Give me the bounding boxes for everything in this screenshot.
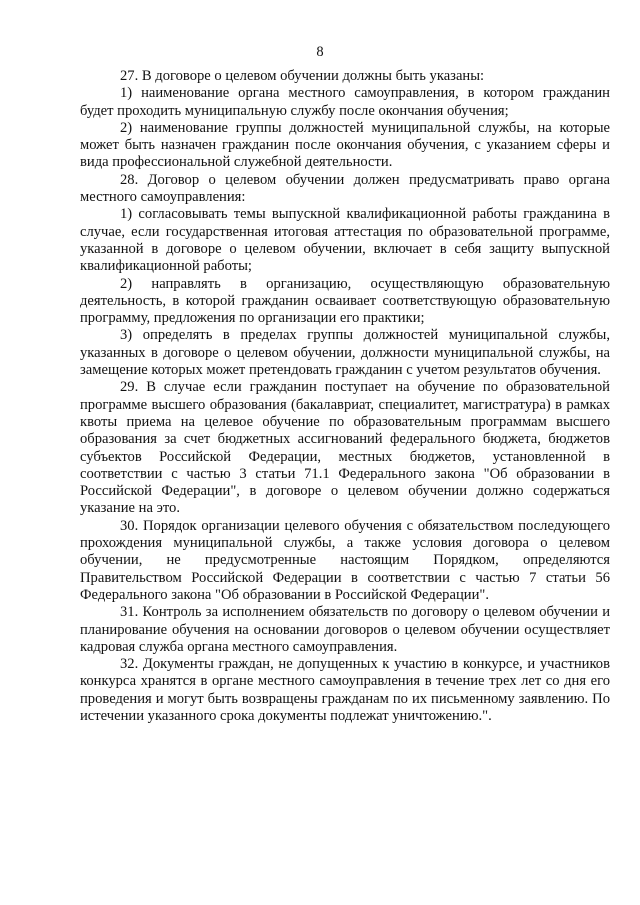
paragraph-27-item-2: 2) наименование группы должностей муниципальной службы, на которые может быть назначен гражданин после окончания обучения, с указанием сферы и вида профессиональной служебной деятельности. xyxy=(80,119,610,171)
paragraph-28-item-2: 2) направлять в организацию, осуществляющую образовательную деятельность, в которой гражданин осваивает соответствующую образовательную программу, предложения по организации его практики; xyxy=(80,275,610,327)
paragraph-28-item-1: 1) согласовывать темы выпускной квалификационной работы гражданина в случае, если государственная итоговая аттестация по образовательной программе, указанной в договоре о целевом обучении, включает в себя защиту выпускной квалификационной работы; xyxy=(80,206,610,275)
paragraph-31: 31. Контроль за исполнением обязательств по договору о целевом обучении и планирование обучения на основании договоров о целевом обучении осуществляет кадровая служба органа местного самоуправления. xyxy=(80,604,610,655)
paragraph-28-heading: 28. Договор о целевом обучении должен предусматривать право органа местного самоуправления: xyxy=(80,171,610,206)
paragraph-30: 30. Порядок организации целевого обучения с обязательством последующего прохождения муниципальной службы, а также условия договора о целевом обучении, не предусмотренные настоящим Порядком, определяются Правительством Российской Федерации в соответствии с частью 7 статьи 56 Федерального закона "Об образовании в Российской Федерации". xyxy=(80,517,610,603)
document-body xyxy=(80,68,610,725)
page-number: 8 xyxy=(316,44,324,60)
paragraph-28-item-3: 3) определять в пределах группы должностей муниципальной службы, указанных в договоре о целевом обучении, должности муниципальной службы, на замещение которых может претендовать гражданин с учетом результатов обучения. xyxy=(80,327,610,379)
paragraph-29: 29. В случае если гражданин поступает на обучение по образовательной программе высшего образования (бакалавриат, специалитет, магистратура) в рамках квоты приема на целевое обучение по образовательным программам высшего образования за счет бюджетных ассигнований федерального бюджета, бюджетов субъектов Российской Федерации, местных бюджетов, установленной в соответствии с частью 3 статьи 71.1 Федерального закона "Об образовании в Российской Федерации", в договоре о целевом обучении должно содержаться указание на это. xyxy=(80,379,610,517)
paragraph-27-heading: 27. В договоре о целевом обучении должны быть указаны: xyxy=(120,68,485,84)
paragraph-27-item-1: 1) наименование органа местного самоуправления, в котором гражданин будет проходить муниципальную службу после окончания обучения; xyxy=(80,85,610,119)
paragraph-32: 32. Документы граждан, не допущенных к участию в конкурсе, и участников конкурса хранятся в органе местного самоуправления в течение трех лет со дня его проведения и могут быть возвращены гражданам по их письменному заявлению. По истечении указанного срока документы подлежат уничтожению.". xyxy=(80,656,610,724)
